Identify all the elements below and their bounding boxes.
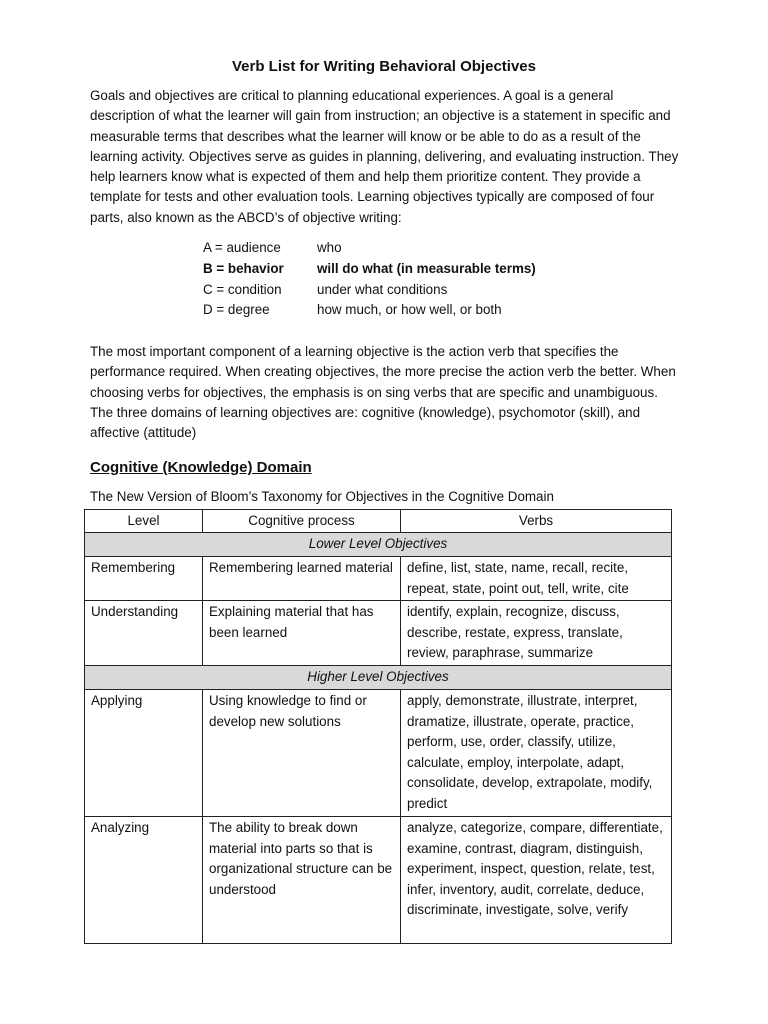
- abcd-list: [203, 238, 617, 321]
- table-caption: The New Version of Bloom’s Taxonomy for Objectives in the Cognitive Domain: [90, 489, 554, 504]
- cell-verbs: apply, demonstrate, illustrate, interpret, dramatize, illustrate, operate, practice, perform, use, order, classify, utilize, calculate, employ, interpolate, adapt, consolidate, develop, extrapolate, modify, predict: [401, 690, 672, 817]
- cell-level: Remembering: [85, 557, 203, 601]
- table-row: [85, 690, 672, 817]
- cell-verbs: identify, explain, recognize, discuss, describe, restate, express, translate, review, paraphrase, summarize: [401, 601, 672, 666]
- intro-paragraph: Goals and objectives are critical to planning educational experiences. A goal is a general description of what the learner will gain from instruction; an objective is a statement in specific and measurable terms that describes what the learner will know or be able to do as a result of the learning activity. Objectives serve as guides in planning, delivering, and evaluating instruction. They help learners know what is expected of them and help them prioritize content. They provide a template for tests and other evaluation tools. Learning objectives typically are composed of four parts, also known as the ABCD’s of objective writing:: [90, 88, 679, 225]
- cell-process: The ability to break down material into parts so that is organizational structure can be understood: [203, 817, 401, 944]
- group-label: Higher Level Objectives: [85, 666, 672, 690]
- section-heading: Cognitive (Knowledge) Domain: [90, 459, 312, 476]
- abcd-row-behavior: [203, 259, 617, 280]
- cell-process: Explaining material that has been learned: [203, 601, 401, 666]
- header-level: Level: [85, 510, 203, 533]
- cell-level: Analyzing: [85, 817, 203, 944]
- abcd-key: C = condition: [203, 281, 282, 297]
- blooms-taxonomy-table: [84, 509, 672, 944]
- abcd-value: will do what (in measurable terms): [317, 260, 536, 276]
- second-paragraph: The most important component of a learning objective is the action verb that specifies the performance required. When creating objectives, the more precise the action verb the better. When choosing verbs for objectives, the emphasis is on sing verbs that are specific and unambiguous. The three domains of learning objectives are: cognitive (knowledge), psychomotor (skill), and affective (attitude): [90, 344, 676, 441]
- abcd-value: how much, or how well, or both: [317, 302, 502, 318]
- document-title: Verb List for Writing Behavioral Objectives: [232, 58, 536, 75]
- group-row-higher: [85, 666, 672, 690]
- table-header-row: [85, 510, 672, 533]
- cell-process: Remembering learned material: [203, 557, 401, 601]
- cell-verbs: analyze, categorize, compare, differentiate, examine, contrast, diagram, distinguish, experiment, inspect, question, relate, test, infer, inventory, audit, correlate, deduce, discriminate, investigate, solve, verify: [401, 817, 672, 944]
- abcd-row-condition: [203, 280, 617, 301]
- abcd-row-degree: [203, 300, 617, 321]
- abcd-key: A = audience: [203, 240, 281, 255]
- header-cognitive-process: Cognitive process: [203, 510, 401, 533]
- header-verbs: Verbs: [401, 510, 672, 533]
- cell-level: Applying: [85, 690, 203, 817]
- cell-verbs: define, list, state, name, recall, recite, repeat, state, point out, tell, write, cite: [401, 557, 672, 601]
- table-row: [85, 601, 672, 666]
- group-row-lower: [85, 533, 672, 557]
- cell-level: Understanding: [85, 601, 203, 666]
- abcd-key: B = behavior: [203, 260, 284, 276]
- abcd-key: D = degree: [203, 302, 270, 318]
- abcd-value: who: [317, 240, 342, 255]
- table-row: [85, 817, 672, 944]
- table-row: [85, 557, 672, 601]
- abcd-row-audience: [203, 238, 617, 259]
- abcd-value: under what conditions: [317, 281, 448, 297]
- group-label: Lower Level Objectives: [85, 533, 672, 557]
- cell-process: Using knowledge to find or develop new solutions: [203, 690, 401, 817]
